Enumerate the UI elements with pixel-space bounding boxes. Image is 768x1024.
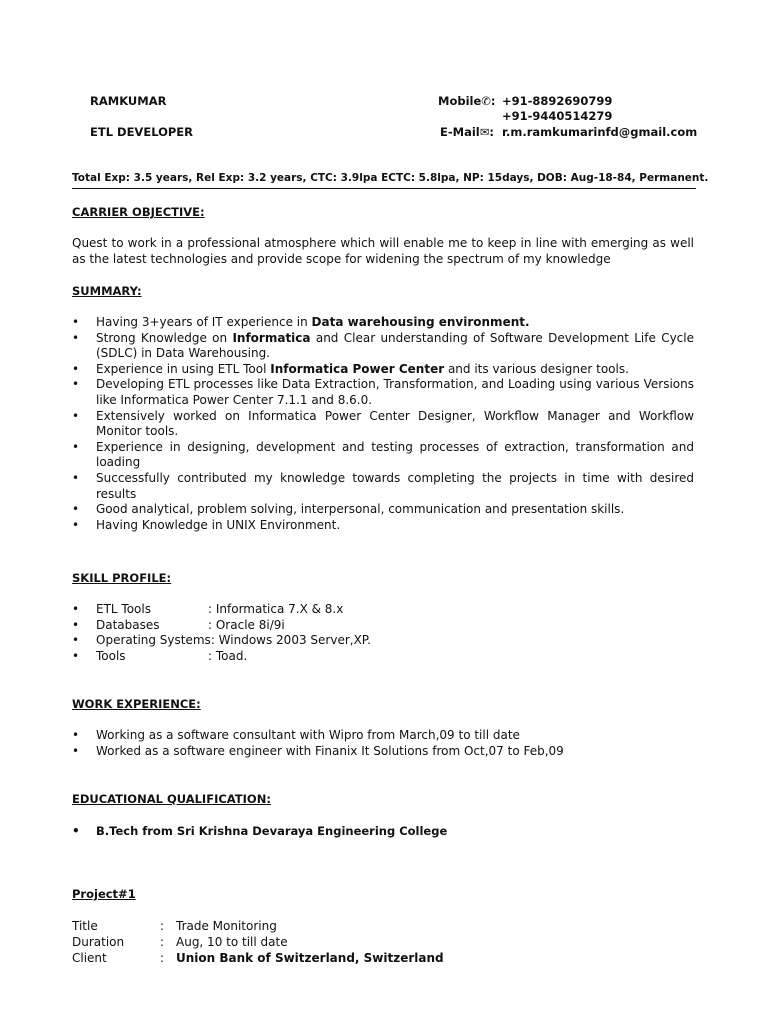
skill-item — [72, 649, 694, 665]
project-field-separator: : — [160, 951, 165, 965]
summary-item — [72, 362, 694, 378]
skill-profile-heading: SKILL PROFILE: — [72, 571, 172, 585]
skills-list — [72, 602, 694, 664]
project-field-separator: : — [160, 919, 165, 933]
skill-value: : Oracle 8i/9i — [208, 617, 285, 632]
project-field-value: Union Bank of Switzerland, Switzerland — [176, 951, 444, 965]
summary-item — [72, 518, 694, 534]
summary-item-text: Developing ETL processes like Data Extraction, Transformation, and Loading using various Versions like Informatica Power Center 7.1.1 and 8.6.0. — [96, 377, 694, 407]
summary-item-text: Experience in designing, development and testing processes of extraction, transformation and loading — [96, 439, 694, 470]
education-item: • B.Tech from Sri Krishna Devaraya Engineering College — [72, 824, 694, 840]
skill-key: Operating Systems — [96, 633, 211, 648]
work-experience-item: • Worked as a software engineer with Finanix It Solutions from Oct,07 to Feb,09 — [72, 744, 694, 760]
work-experience-heading: WORK EXPERIENCE: — [72, 697, 201, 711]
skill-key: Tools — [96, 648, 126, 663]
project-row — [72, 934, 444, 950]
skill-item — [72, 633, 694, 649]
objective-text: Quest to work in a professional atmosphere which will enable me to keep in line with emerging as well as the latest technologies and provide scope for widening the spectrum of my knowledge — [72, 236, 694, 266]
project-row — [72, 950, 444, 966]
summary-item-text: Strong Knowledge on — [96, 330, 233, 345]
skill-item — [72, 602, 694, 618]
work-experience-item: • Working as a software consultant with Wipro from March,09 to till date — [72, 728, 694, 744]
skill-value: : Windows 2003 Server,XP. — [210, 633, 371, 648]
summary-heading: SUMMARY: — [72, 284, 142, 298]
project-row — [72, 918, 444, 934]
mobile-number-2: +91-9440514279 — [502, 109, 613, 123]
skill-item — [72, 618, 694, 634]
mobile-label: Mobile✆: — [438, 94, 496, 108]
summary-item-text: and Clear understanding of Software Development Life Cycle (SDLC) in Data Warehousing. — [96, 330, 694, 361]
summary-item-text: Having Knowledge in UNIX Environment. — [96, 517, 341, 532]
project-field-value: Trade Monitoring — [176, 919, 277, 933]
candidate-title: ETL DEVELOPER — [90, 125, 194, 139]
experience-summary-line: Total Exp: 3.5 years, Rel Exp: 3.2 years, CTC: 3.9lpa ECTC: 5.8lpa, NP: 15days, DOB: Aug-18-84, Permanent. — [72, 172, 709, 184]
summary-item — [72, 502, 694, 518]
summary-item — [72, 377, 694, 408]
skill-key: Databases — [96, 617, 160, 632]
summary-item — [72, 440, 694, 471]
work-experience-list — [72, 728, 694, 759]
email-address: r.m.ramkumarinfd@gmail.com — [502, 125, 698, 139]
project-details — [72, 918, 444, 966]
education-list — [72, 824, 694, 840]
project-field-value: Aug, 10 to till date — [176, 935, 288, 949]
education-heading: EDUCATIONAL QUALIFICATION: — [72, 792, 271, 806]
skill-value: : Toad. — [208, 648, 248, 663]
project-heading: Project#1 — [72, 887, 136, 901]
email-label: E-Mail✉: — [440, 125, 494, 139]
summary-item — [72, 409, 694, 440]
summary-item — [72, 331, 694, 362]
summary-item-text: Good analytical, problem solving, interpersonal, communication and presentation skills. — [96, 502, 625, 517]
summary-item-text: Successfully contributed my knowledge towards completing the projects in time with desired results — [96, 470, 694, 501]
summary-item-bold-text: Informatica — [232, 330, 311, 345]
summary-list — [72, 315, 694, 533]
summary-item-bold-text: Informatica Power Center — [270, 361, 445, 376]
header-divider — [72, 188, 696, 189]
skill-value: : Informatica 7.X & 8.x — [208, 602, 344, 616]
summary-item-text: and its various designer tools. — [444, 361, 629, 376]
mobile-number-1: +91-8892690799 — [502, 94, 613, 108]
objective-heading: CARRIER OBJECTIVE: — [72, 205, 205, 219]
summary-item-text: Extensively worked on Informatica Power Center Designer, Workflow Manager and Workflow Monitor tools. — [96, 408, 694, 439]
project-field-label: Client — [72, 951, 107, 965]
summary-item — [72, 315, 694, 331]
summary-item — [72, 471, 694, 502]
summary-item-bold-text: Data warehousing environment. — [311, 315, 530, 329]
candidate-name: RAMKUMAR — [90, 94, 167, 108]
project-field-label: Duration — [72, 935, 125, 949]
summary-item-text: Having 3+years of IT experience in — [96, 315, 312, 329]
summary-item-text: Experience in using ETL Tool — [96, 361, 271, 376]
project-field-separator: : — [160, 935, 165, 949]
skill-key: ETL Tools — [96, 602, 151, 616]
project-field-label: Title — [72, 919, 98, 933]
